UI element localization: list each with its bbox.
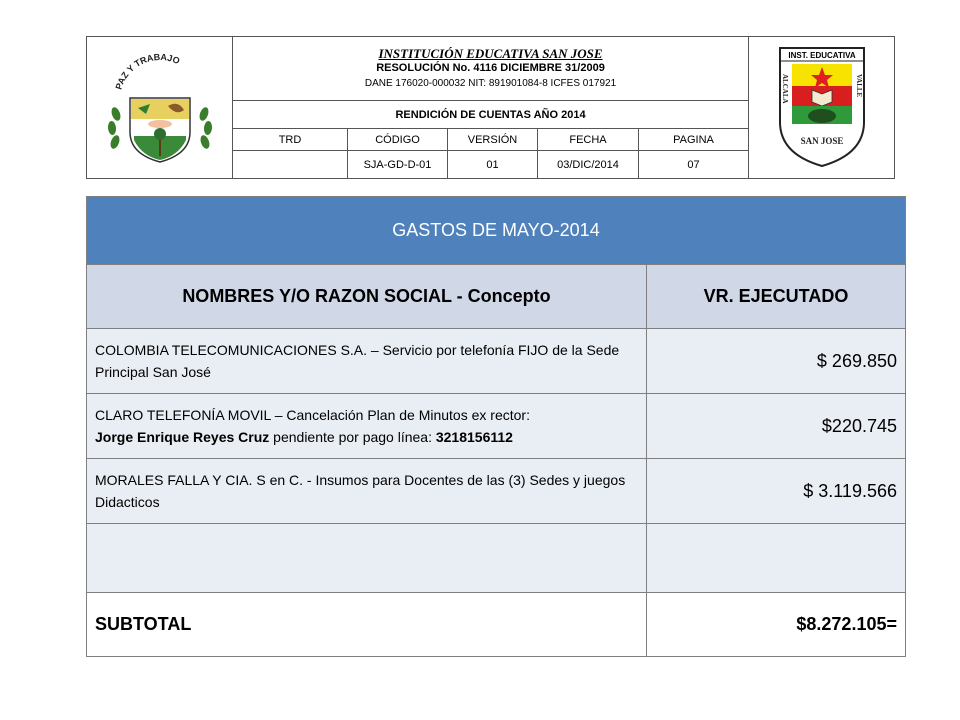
col-name-header: NOMBRES Y/O RAZON SOCIAL - Concepto [87,265,647,329]
expense-amount: $220.745 [647,394,906,459]
left-logo-cell [87,37,233,179]
resolution-text: RESOLUCIÓN No. 4116 DICIEMBRE 31/2009 [376,62,605,74]
col-fecha: FECHA [538,129,639,151]
logo-bottom-text: SAN JOSE [800,136,843,146]
empty-cell [87,524,647,593]
institution-title-cell [233,37,749,101]
col-value-header: VR. EJECUTADO [647,265,906,329]
col-trd: TRD [233,129,348,151]
expense-desc [87,394,647,459]
value-pagina: 07 [639,151,749,179]
value-trd [233,151,348,179]
logo-right-text: VALLE [854,74,863,98]
table-row [87,459,906,524]
expenses-header-row [87,265,906,329]
empty-row [87,524,906,593]
subtotal-row [87,593,906,657]
right-logo-cell [749,37,895,179]
expense-amount: $ 269.850 [647,329,906,394]
table-row [87,394,906,459]
expense-desc: MORALES FALLA Y CIA. S en C. - Insumos para Docentes de las (3) Sedes y juegos Didacticos [87,459,647,524]
value-codigo: SJA-GD-D-01 [348,151,448,179]
expense-desc: COLOMBIA TELECOMUNICACIONES S.A. – Servicio por telefonía FIJO de la Sede Principal San José [87,329,647,394]
col-codigo: CÓDIGO [348,129,448,151]
expense-desc-person: Jorge Enrique Reyes Cruz [95,429,270,445]
logo-motto-text: PAZ Y TRABAJO [113,51,181,91]
expense-desc-part: pendiente por pago línea: [269,429,436,445]
expense-desc-part: CLARO TELEFONÍA MOVIL – Cancelación Plan de Minutos ex rector: [95,407,530,423]
logo-top-text: INST. EDUCATIVA [787,51,856,60]
value-fecha: 03/DIC/2014 [538,151,639,179]
table-row [87,329,906,394]
institution-name: INSTITUCIÓN EDUCATIVA SAN JOSE [378,46,603,61]
value-version: 01 [448,151,538,179]
subtotal-label: SUBTOTAL [87,593,647,657]
col-version: VERSIÓN [448,129,538,151]
empty-cell [647,524,906,593]
col-pagina: PAGINA [639,129,749,151]
coat-of-arms-logo [98,44,222,168]
expense-amount: $ 3.119.566 [647,459,906,524]
report-title-cell: RENDICIÓN DE CUENTAS AÑO 2014 [233,101,749,129]
document-header [86,36,895,179]
subtotal-value: $8.272.105= [647,593,906,657]
school-shield-logo [774,44,870,168]
expenses-title: GASTOS DE MAYO-2014 [87,197,906,265]
expenses-title-row [87,197,906,265]
expense-desc-phone: 3218156112 [435,429,513,445]
logo-left-text: ALCALA [780,74,789,104]
expenses-table [86,196,906,657]
dane-nit-icfes: DANE 176020-000032 NIT: 891901084-8 ICFES 017921 [364,78,617,89]
